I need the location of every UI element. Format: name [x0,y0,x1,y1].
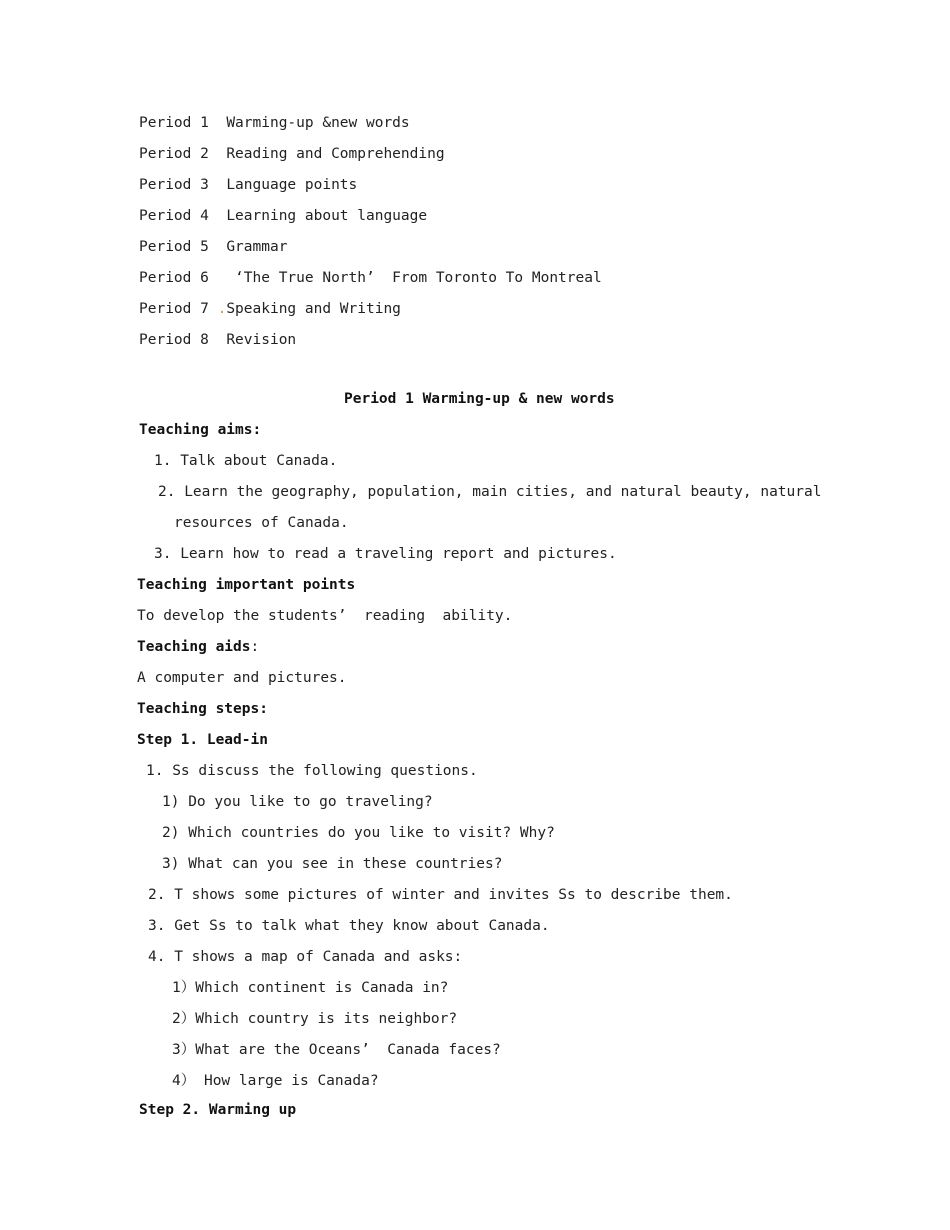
period-list-item [139,237,287,257]
period-number: Period 6 [139,270,209,286]
steps-heading: Teaching steps: [137,701,268,717]
step1-line: 2. T shows some pictures of winter and invites Ss to describe them. [148,887,733,903]
aids-colon: : [250,639,260,655]
period-title: Grammar [226,239,288,255]
step1-subline: 2）Which country is its neighbor? [172,1011,458,1027]
period-list-item [139,330,296,350]
period-title: Revision [226,332,297,348]
aims-heading: Teaching aims: [139,422,262,438]
period-number: Period 2 [139,146,209,162]
important-points-text: To develop the students’ reading ability. [137,608,513,624]
period-number: Period 8 [139,332,209,348]
period-list-item [139,113,410,133]
aids-text: A computer and pictures. [137,670,347,686]
step1-subline: 3）What are the Oceans’ Canada faces? [172,1042,501,1058]
period-dot: . [217,301,227,317]
important-points-heading: Teaching important points [137,577,356,593]
period-number: Period 3 [139,177,209,193]
aim-item-continuation: resources of Canada. [174,515,349,531]
aids-heading: Teaching aids [137,639,251,655]
step2-heading: Step 2. Warming up [139,1102,297,1118]
step1-line: 3. Get Ss to talk what they know about Canada. [148,918,550,934]
aim-item: 1. Talk about Canada. [154,453,338,469]
aim-item: 3. Learn how to read a traveling report and pictures. [154,546,617,562]
period-title: Speaking and Writing [226,301,401,317]
step1-subline: 1）Which continent is Canada in? [172,980,449,996]
period-list-item [139,175,357,195]
period-number: Period 4 [139,208,209,224]
aim-item: 2. Learn the geography, population, main cities, and natural beauty, natural [158,484,822,500]
section-title: Period 1 Warming-up & new words [344,391,615,407]
step1-subline: 3) What can you see in these countries? [162,856,503,872]
period-number: Period 1 [139,115,209,131]
period-number: Period 5 [139,239,209,255]
step1-line: 4. T shows a map of Canada and asks: [148,949,463,965]
step1-heading: Step 1. Lead-in [137,732,268,748]
step1-subline: 1) Do you like to go traveling? [162,794,433,810]
step1-subline: 4） How large is Canada? [172,1073,379,1089]
period-list-item [139,268,602,288]
period-title: ‘The True North’ From Toronto To Montreal [226,270,602,286]
period-title: Learning about language [226,208,428,224]
aids-heading-line [137,637,259,657]
period-number: Period 7 [139,301,209,317]
step1-line: 1. Ss discuss the following questions. [146,763,478,779]
period-list-item [139,206,427,226]
period-list-item [139,144,445,164]
period-title: Reading and Comprehending [226,146,445,162]
period-title: Warming-up &new words [226,115,410,131]
period-title: Language points [226,177,358,193]
period-list-item [139,299,401,319]
step1-subline: 2) Which countries do you like to visit? Why? [162,825,555,841]
